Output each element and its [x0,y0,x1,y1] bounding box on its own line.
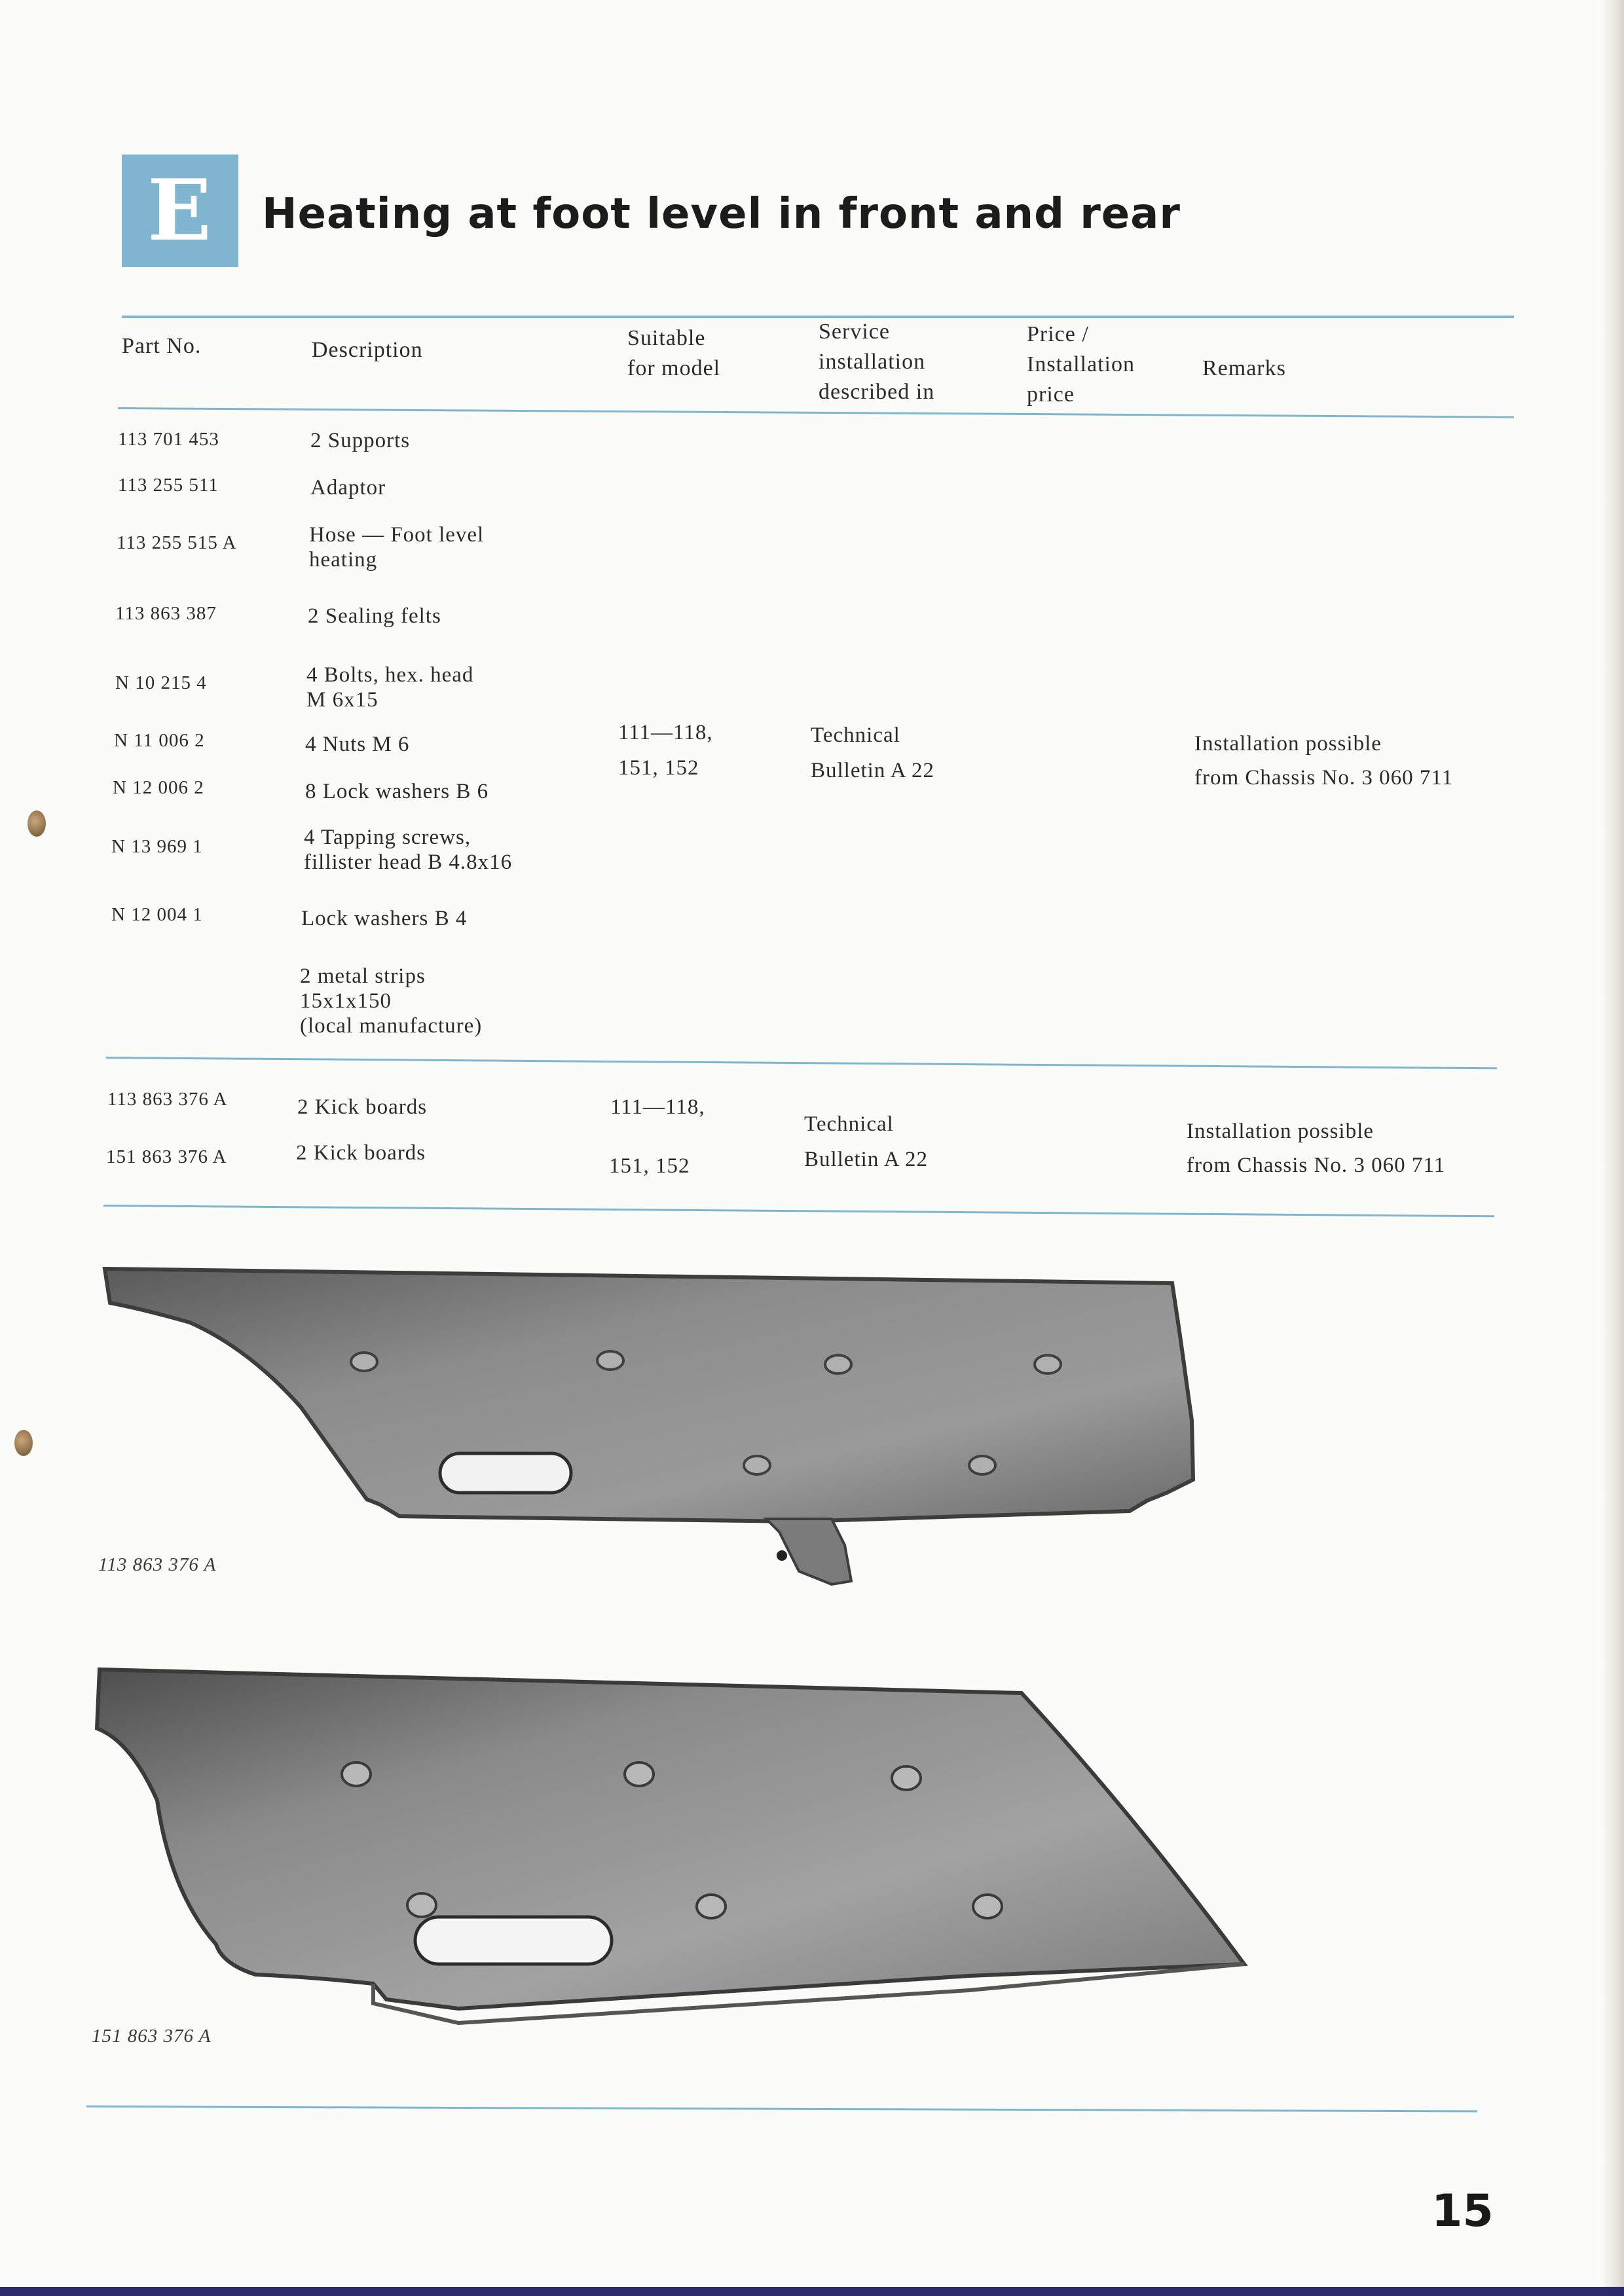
binder-hole-top [28,811,46,837]
table-row-description: 8 Lock washers B 6 [305,780,489,803]
table-bottom-rule [103,1205,1494,1217]
table-row-part-no: 113 255 515 A [117,532,237,553]
page-bottom-edge [0,2287,1624,2296]
table-row-part-no: N 13 969 1 [111,836,203,857]
column-header-remarks: Remarks [1202,356,1286,380]
column-header-suitable-for-model: Suitable for model [627,326,721,380]
table-row-part-no: 113 863 387 [115,603,217,624]
group-1-suitable-for-model: 111—118, 151, 152 [618,721,713,780]
table-row-description: Lock washers B 4 [301,907,468,930]
page-number: 15 [1431,2185,1494,2237]
column-header-rule [118,407,1514,418]
table-row-description: 2 Kick boards [297,1095,428,1119]
table-row-description: 2 Sealing felts [308,604,441,628]
footer-rule [86,2105,1477,2112]
table-row-part-no: 151 863 376 A [106,1146,227,1167]
table-row-description: 2 Kick boards [296,1141,426,1165]
group-2-suitable-for-model-line-2: 151, 152 [609,1154,690,1178]
group-2-suitable-for-model-line-1: 111—118, [610,1095,705,1119]
table-row-description: 2 Supports [310,429,411,452]
table-row-description: 4 Bolts, hex. head M 6x15 [306,663,474,712]
column-header-part-no: Part No. [122,334,202,358]
table-row-part-no: 113 255 511 [118,475,219,496]
table-row-part-no: 113 863 376 A [107,1089,228,1110]
group-2-service-installation: Technical Bulletin A 22 [804,1112,929,1171]
page-edge-shadow [1602,0,1624,2296]
page-title: Heating at foot level in front and rear [262,190,1181,238]
column-header-service-installation: Service installation described in [819,319,935,404]
table-row-part-no: N 11 006 2 [114,730,205,751]
table-row-part-no: N 12 006 2 [113,777,204,798]
section-badge: E [122,155,238,267]
table-row-part-no: 113 701 453 [118,429,219,450]
header-rule [122,316,1514,318]
table-row-description: Hose — Foot level heating [309,523,485,572]
binder-hole-bottom [14,1430,33,1456]
column-header-description: Description [312,338,423,362]
table-row-part-no: N 10 215 4 [115,672,207,693]
kick-board-photo-2 [92,1656,1257,2062]
table-row-description: 2 metal strips 15x1x150 (local manufacture) [300,964,483,1038]
group-2-remarks: Installation possible from Chassis No. 3 060 711 [1187,1120,1446,1177]
group-1-service-installation: Technical Bulletin A 22 [811,723,935,782]
group-divider-rule [106,1057,1497,1069]
table-row-part-no: N 12 004 1 [111,904,203,925]
column-header-price: Price / Installation price [1027,322,1135,407]
kick-board-photo-1 [98,1257,1211,1650]
table-row-description: 4 Nuts M 6 [305,733,410,756]
group-1-remarks: Installation possible from Chassis No. 3 060 711 [1194,732,1454,790]
table-row-description: 4 Tapping screws, fillister head B 4.8x16 [304,826,513,874]
figure-1-caption: 113 863 376 A [98,1554,217,1575]
table-row-description: Adaptor [310,476,386,500]
figure-2-caption: 151 863 376 A [92,2026,212,2047]
